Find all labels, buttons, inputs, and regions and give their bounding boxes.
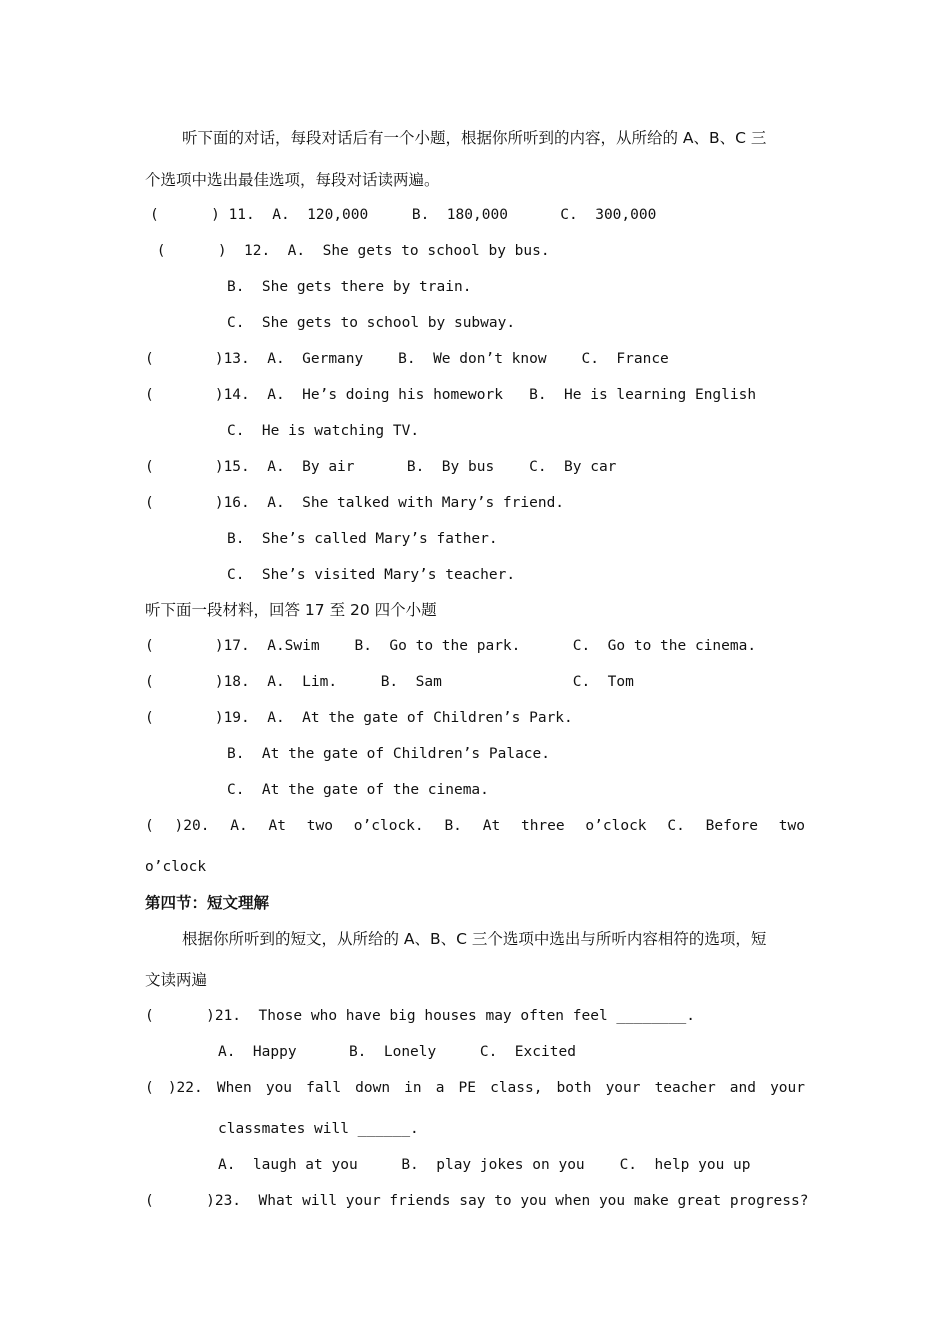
- question-20-continued: o’clock: [145, 859, 207, 875]
- question-16: ( )16. A. She talked with Mary’s friend.: [145, 495, 565, 511]
- question-15: ( )15. A. By air B. By bus C. By car: [145, 459, 617, 475]
- question-12-option-b: B. She gets there by train.: [227, 279, 472, 295]
- section-4-title: 第四节：短文理解: [145, 894, 270, 912]
- question-11: ( ) 11. A. 120,000 B. 180,000 C. 300,000: [150, 207, 657, 223]
- question-16-option-c: C. She’s visited Mary’s teacher.: [227, 567, 516, 583]
- question-20: ( )20. A. At two o’clock. B. At three o’clock C. Before two: [145, 818, 805, 834]
- intro-line-1: 听下面的对话，每段对话后有一个小题，根据你所听到的内容，从所给的 A、B、C 三: [182, 129, 767, 147]
- question-12-option-c: C. She gets to school by subway.: [227, 315, 516, 331]
- question-21: ( )21. Those who have big houses may often feel ________.: [145, 1008, 695, 1024]
- question-14-option-c: C. He is watching TV.: [227, 423, 420, 439]
- question-19-option-b: B. At the gate of Children’s Palace.: [227, 746, 551, 762]
- section-4-instructions-line-2: 文读两遍: [145, 971, 208, 989]
- question-12: ( ) 12. A. She gets to school by bus.: [148, 243, 550, 259]
- question-22-continued: classmates will ______.: [218, 1121, 419, 1137]
- intro-line-2: 个选项中选出最佳选项，每段对话读两遍。: [145, 171, 440, 189]
- question-13: ( )13. A. Germany B. We don’t know C. France: [145, 351, 669, 367]
- section-4-instructions-line-1: 根据你所听到的短文，从所给的 A、B、C 三个选项中选出与所听内容相符的选项，短: [182, 930, 767, 948]
- question-22: ( )22. When you fall down in a PE class, both your teacher and your: [145, 1080, 805, 1096]
- question-16-option-b: B. She’s called Mary’s father.: [227, 531, 498, 547]
- question-21-options: A. Happy B. Lonely C. Excited: [218, 1044, 576, 1060]
- question-17: ( )17. A.Swim B. Go to the park. C. Go to the cinema.: [145, 638, 757, 654]
- question-18: ( )18. A. Lim. B. Sam C. Tom: [145, 674, 634, 690]
- section-17-20-heading: 听下面一段材料，回答 17 至 20 四个小题: [145, 601, 437, 619]
- question-19-option-c: C. At the gate of the cinema.: [227, 782, 489, 798]
- question-19: ( )19. A. At the gate of Children’s Park.: [145, 710, 573, 726]
- question-22-options: A. laugh at you B. play jokes on you C. help you up: [218, 1157, 751, 1173]
- question-14: ( )14. A. He’s doing his homework B. He is learning English: [145, 387, 757, 403]
- question-23: ( )23. What will your friends say to you when you make great progress?: [145, 1193, 809, 1209]
